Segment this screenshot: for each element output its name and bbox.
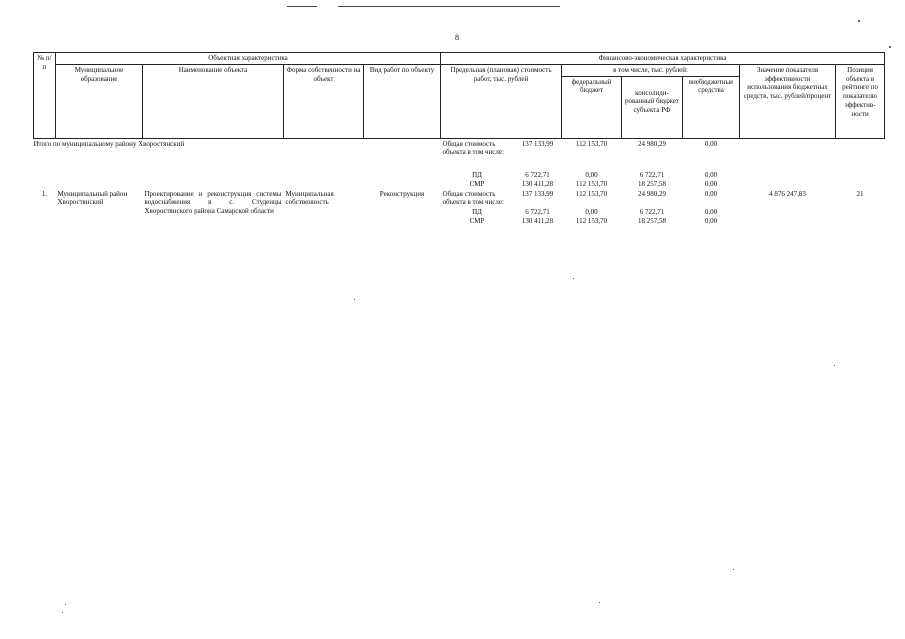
total-general-position — [836, 138, 885, 158]
item-general-cost: 137 133,99 — [521, 189, 554, 198]
total-smr-federal: 112 153,70 — [575, 179, 608, 188]
total-general-consolidated: 24 980,29 — [638, 139, 667, 148]
total-general-federal: 112 153,70 — [575, 139, 608, 148]
header-efficiency: Значение показателя эффективности использования бюджетных средств, тыс. рублей/процент — [740, 64, 836, 138]
header-row-2 — [34, 64, 885, 76]
item-ownership: Муниципальная собственность — [285, 189, 334, 207]
total-smr-extra: 0,00 — [704, 179, 718, 188]
item-general-federal: 112 153,70 — [575, 189, 608, 198]
item-work-type: Реконструкция — [379, 189, 425, 198]
item-smr-label: СМР — [469, 216, 485, 225]
scan-speck — [599, 602, 600, 603]
header-cost: Предельная (плановая) стоимость работ, тыс. рублей — [441, 64, 562, 138]
item-general-extra: 0,00 — [704, 189, 718, 198]
total-pd-label: ПД — [472, 171, 482, 179]
total-pd-federal: 0,00 — [585, 171, 598, 179]
header-work-type: Вид работ по объекту — [364, 64, 441, 138]
total-general-cost: 137 133,99 — [521, 139, 554, 148]
item-pd-federal: 0,00 — [585, 208, 598, 216]
total-smr-consolidated: 18 257,58 — [638, 179, 667, 188]
scan-speck — [573, 278, 574, 279]
total-smr-cost: 130 411,28 — [521, 179, 554, 188]
item-smr-cost: 130 411,28 — [521, 216, 554, 225]
item-pd-consolidated: 6 722,71 — [639, 208, 665, 216]
item-municipality: Муниципальный район Хворостянский — [57, 189, 128, 207]
item-pd-cost: 6 722,71 — [525, 208, 550, 216]
scan-speck — [62, 612, 63, 613]
item-pd-label: ПД — [472, 208, 482, 216]
total-row-pd — [34, 171, 885, 180]
item-general-consolidated: 24 980,29 — [638, 189, 667, 198]
item-row-general — [34, 189, 885, 209]
scan-speck — [65, 604, 66, 605]
page-number: 8 — [455, 33, 459, 42]
scan-speck — [733, 569, 734, 570]
header-ownership: Форма собственности на объект — [284, 64, 364, 138]
item-num: 1. — [41, 189, 48, 198]
item-smr-federal: 112 153,70 — [575, 216, 608, 225]
scan-speck — [858, 20, 860, 22]
scan-speck — [354, 299, 355, 300]
header-num: № п/п — [34, 53, 56, 139]
total-general-extra: 0,00 — [704, 139, 718, 148]
total-pd-extra: 0,00 — [704, 171, 718, 179]
scan-top-line-left — [287, 6, 317, 7]
header-municipality: Муниципальное образование — [56, 64, 143, 138]
header-federal: федеральный бюджет — [562, 76, 622, 138]
total-pd-consolidated: 6 722,71 — [639, 171, 665, 179]
header-object-characteristics: Объектная характеристика — [56, 53, 441, 65]
total-smr-label: СМР — [469, 179, 485, 188]
item-object-name: Проектирование и реконструкция системы водоснабжения в с. Студенцы Хворостянского района Самарской области — [144, 189, 282, 215]
total-pd-cost: 6 722,71 — [525, 171, 550, 179]
header-row-1 — [34, 53, 885, 65]
header-position: Позиция объекта в рейтинге по показателю эффектив-ности — [836, 64, 885, 138]
header-financial-characteristics: Финансово-экономическая характеристика — [441, 53, 885, 65]
scan-speck — [889, 46, 891, 48]
item-efficiency: 4 876 247,83 — [769, 189, 806, 198]
total-general-label: Общая стоимость объекта в том числе: — [442, 139, 504, 157]
scan-speck — [834, 365, 835, 366]
scan-top-line-right — [338, 6, 560, 7]
item-pd-extra: 0,00 — [704, 208, 718, 216]
header-object-name: Наименование объекта — [143, 64, 284, 138]
total-row-smr — [34, 180, 885, 189]
investment-objects-table — [33, 52, 885, 226]
header-extra: внебюджетные средства — [683, 76, 740, 138]
header-including: в том числе, тыс. рублей: — [562, 64, 740, 76]
total-spacer — [34, 158, 885, 171]
total-label: Итого по муниципальному району Хворостянский — [33, 139, 185, 148]
total-row-general — [34, 138, 885, 158]
item-smr-extra: 0,00 — [704, 216, 718, 225]
item-smr-consolidated: 18 257,58 — [638, 216, 667, 225]
item-position: 21 — [856, 189, 864, 198]
total-general-efficiency — [740, 138, 836, 158]
header-consolidated: консолиди-рованный бюджет субъекта РФ — [622, 76, 683, 138]
item-general-label: Общая стоимость объекта в том числе: — [442, 189, 504, 207]
